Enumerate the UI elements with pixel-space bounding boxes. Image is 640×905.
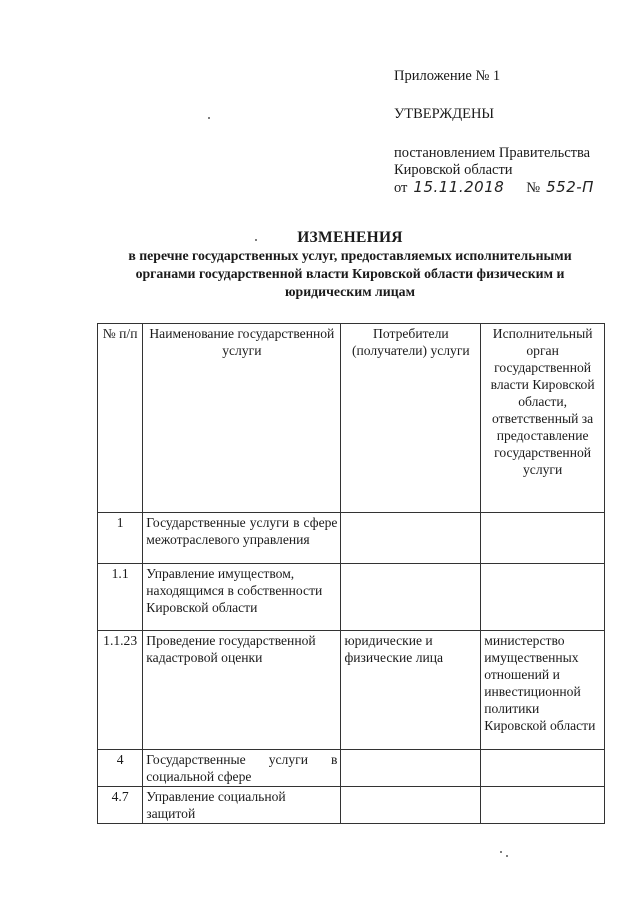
decree-date-line bbox=[394, 179, 594, 197]
scan-speck bbox=[506, 855, 508, 857]
document-title: ИЗМЕНЕНИЯ bbox=[297, 229, 403, 246]
handwritten-date: 15.11.2018 bbox=[413, 178, 505, 196]
header-executive-organ: Исполнительный орган государственной власти Кировской области, ответственный за предоставление государственной услуги bbox=[481, 324, 605, 513]
row-consumers bbox=[341, 750, 481, 787]
approval-block bbox=[394, 68, 594, 197]
row-service-name: Управление имуществом, находящимся в собственности Кировской области bbox=[143, 564, 341, 631]
table-row bbox=[98, 513, 605, 564]
header-consumers: Потребители (получатели) услуги bbox=[341, 324, 481, 513]
handwritten-number: 552-П bbox=[546, 178, 594, 196]
date-prefix: от bbox=[394, 180, 408, 196]
row-number: 4.7 bbox=[98, 787, 143, 824]
scan-speck bbox=[255, 239, 257, 241]
row-service-name: Управление социальной защитой bbox=[143, 787, 341, 824]
header-number: № п/п bbox=[98, 324, 143, 513]
row-consumers bbox=[341, 787, 481, 824]
row-number: 1 bbox=[98, 513, 143, 564]
number-prefix: № bbox=[526, 180, 541, 196]
table-header-row bbox=[98, 324, 605, 513]
table-row bbox=[98, 750, 605, 787]
row-consumers bbox=[341, 513, 481, 564]
document-title-block bbox=[100, 229, 600, 301]
scan-speck bbox=[500, 851, 502, 853]
header-service-name: Наименование государственной услуги bbox=[143, 324, 341, 513]
document-subtitle: в перечне государственных услуг, предоставляемых исполнительными органами государственной власти Кировской области физическим и юридическим лицам bbox=[128, 248, 572, 299]
appendix-number: Приложение № 1 bbox=[394, 68, 501, 84]
row-organ bbox=[481, 513, 605, 564]
approved-label: УТВЕРЖДЕНЫ bbox=[394, 106, 495, 122]
row-organ bbox=[481, 750, 605, 787]
row-consumers: юридические и физические лица bbox=[341, 631, 481, 750]
row-organ: министерство имущественных отношений и инвестиционной политики Кировской области bbox=[481, 631, 605, 750]
row-number: 1.1.23 bbox=[98, 631, 143, 750]
row-service-name: Государственные услуги в социальной сфере bbox=[143, 750, 341, 787]
table-row bbox=[98, 787, 605, 824]
row-consumers bbox=[341, 564, 481, 631]
table-row bbox=[98, 564, 605, 631]
row-number: 4 bbox=[98, 750, 143, 787]
table-row bbox=[98, 631, 605, 750]
decree-line-1: постановлением Правительства bbox=[394, 145, 591, 161]
row-service-name: Государственные услуги в сфере межотраслевого управления bbox=[143, 513, 341, 564]
row-organ bbox=[481, 787, 605, 824]
row-organ bbox=[481, 564, 605, 631]
scan-speck bbox=[208, 117, 210, 119]
row-number: 1.1 bbox=[98, 564, 143, 631]
row-service-name: Проведение государственной кадастровой оценки bbox=[143, 631, 341, 750]
decree-line-2: Кировской области bbox=[394, 162, 513, 178]
services-table bbox=[97, 323, 605, 824]
